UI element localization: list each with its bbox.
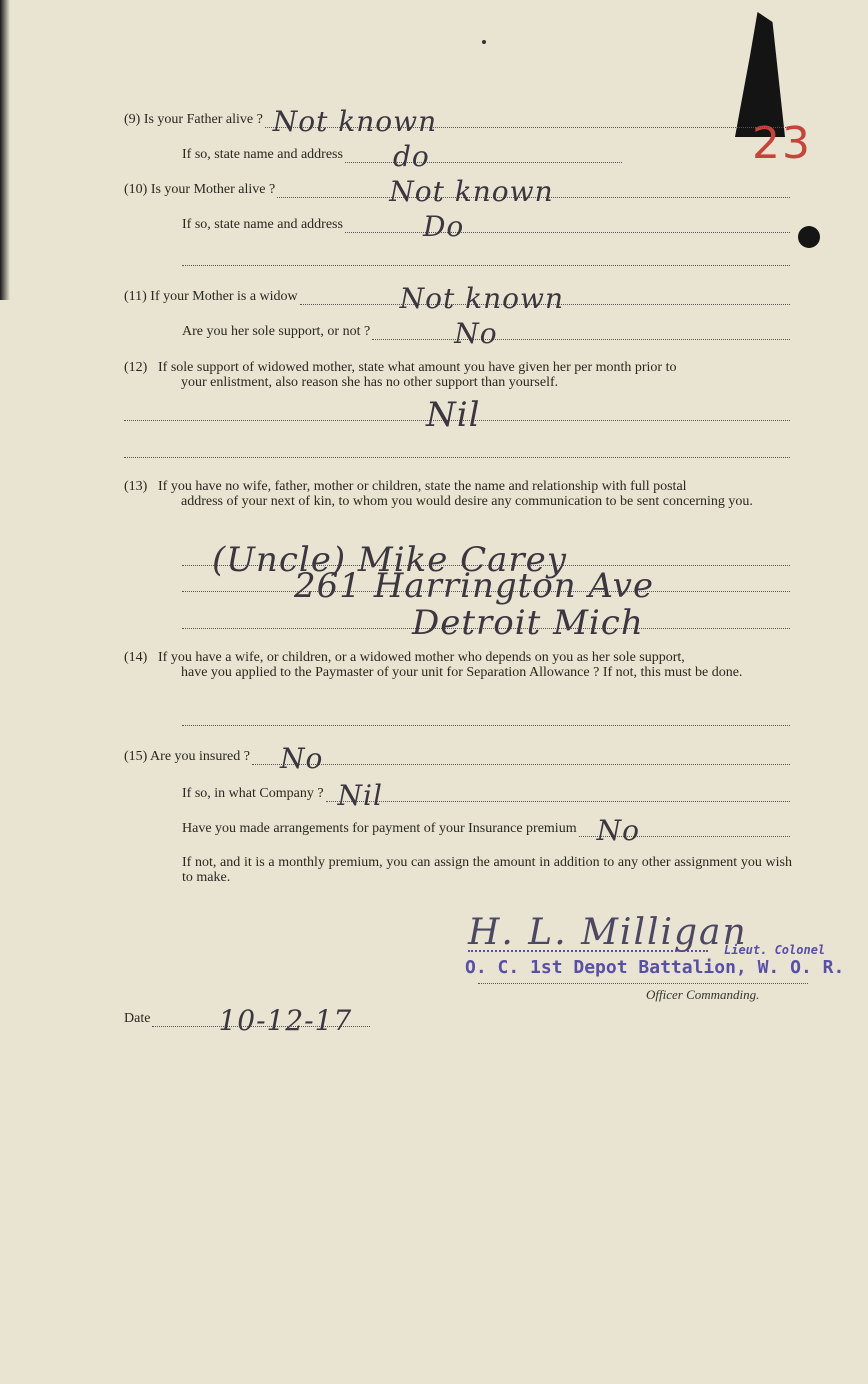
q12-extra-line[interactable] bbox=[124, 446, 790, 458]
scan-edge-shadow bbox=[0, 0, 10, 300]
q9b-label: If so, state name and address bbox=[182, 147, 343, 162]
q15c-answer: No bbox=[596, 814, 640, 847]
q12-extra-row bbox=[124, 446, 790, 458]
q15c-row bbox=[182, 814, 790, 847]
q10-label: (10) Is your Mother alive ? bbox=[124, 182, 276, 197]
q13-answer-1: (Uncle) Mike Carey bbox=[212, 540, 568, 580]
q12-answer-line[interactable] bbox=[124, 395, 790, 435]
q14-answer-row bbox=[182, 714, 790, 726]
q10-row bbox=[124, 175, 790, 208]
q13-answer-line-3[interactable] bbox=[182, 603, 790, 643]
scan-speck bbox=[482, 40, 486, 44]
q14-text-first: If you have a wife, or children, or a widowed mother who depends on you as her sole support, bbox=[158, 650, 685, 665]
q10b-extra-row bbox=[182, 254, 790, 266]
q13-answer-3: Detroit Mich bbox=[412, 603, 644, 643]
q12-answer-row bbox=[124, 395, 790, 435]
stamp-line bbox=[478, 983, 808, 984]
q11b-row bbox=[182, 317, 790, 350]
q13-answer-2: 261 Harrington Ave bbox=[294, 566, 655, 606]
q12-answer: Nil bbox=[426, 395, 481, 435]
q11b-answer: No bbox=[454, 317, 498, 350]
q13-text-first: If you have no wife, father, mother or children, state the name and relationship with full postal bbox=[158, 479, 687, 494]
q10-answer: Not known bbox=[389, 175, 554, 208]
q10b-label: If so, state name and address bbox=[182, 217, 343, 232]
signature-line bbox=[468, 950, 708, 952]
q11b-answer-line[interactable] bbox=[372, 317, 790, 350]
q14-text-rest: have you applied to the Paymaster of your unit for Separation Allowance ? If not, this must be done. bbox=[181, 665, 743, 680]
rank-stamp: Lieut. Colonel bbox=[724, 943, 826, 957]
q12-question bbox=[124, 360, 792, 390]
q15-label: (15) Are you insured ? bbox=[124, 749, 250, 764]
q15b-answer-line[interactable] bbox=[326, 779, 790, 812]
q9-label: (9) Is your Father alive ? bbox=[124, 112, 263, 127]
q10b-answer-line[interactable] bbox=[345, 210, 790, 243]
date-row bbox=[124, 1004, 370, 1037]
q13-answer-row-2 bbox=[182, 566, 790, 606]
officer-signature: H. L. Milligan bbox=[468, 912, 748, 953]
q14-number: (14) bbox=[124, 650, 148, 665]
q13-answer-line-1[interactable] bbox=[182, 540, 790, 580]
q13-answer-row-1 bbox=[182, 540, 790, 580]
q11b-label: Are you her sole support, or not ? bbox=[182, 324, 371, 339]
date-line[interactable] bbox=[152, 1004, 370, 1037]
q15b-label: If so, in what Company ? bbox=[182, 786, 324, 801]
q15-answer-line[interactable] bbox=[252, 742, 790, 775]
page-number: 23 bbox=[752, 118, 812, 169]
q10b-answer: Do bbox=[422, 210, 465, 243]
q10b-row bbox=[182, 210, 790, 243]
q15c-answer-line[interactable] bbox=[579, 814, 790, 847]
q11-row bbox=[124, 282, 790, 315]
q15b-row bbox=[182, 779, 790, 812]
q9b-row bbox=[182, 140, 622, 173]
q11-answer-line[interactable] bbox=[300, 282, 790, 315]
q11-label: (11) If your Mother is a widow bbox=[124, 289, 298, 304]
q15d-note: If not, and it is a monthly premium, you can assign the amount in addition to any other assignment you wish to make. bbox=[182, 855, 792, 885]
q13-question bbox=[124, 479, 792, 509]
unit-stamp: O. C. 1st Depot Battalion, W. O. R. bbox=[465, 957, 845, 978]
q13-answer-row-3 bbox=[182, 603, 790, 643]
q14-question bbox=[124, 650, 792, 680]
q15-answer: No bbox=[279, 742, 324, 775]
q13-number: (13) bbox=[124, 479, 148, 494]
q12-text-rest: your enlistment, also reason she has no other support than yourself. bbox=[181, 375, 559, 390]
punch-hole bbox=[798, 226, 820, 248]
q9-answer: Not known bbox=[272, 105, 438, 138]
q13-text-rest: address of your next of kin, to whom you would desire any communication to be sent concerning you. bbox=[181, 494, 753, 509]
q15c-label: Have you made arrangements for payment of your Insurance premium bbox=[182, 821, 577, 836]
officer-title: Officer Commanding. bbox=[646, 987, 760, 1002]
q11-answer: Not known bbox=[399, 282, 565, 315]
date-label: Date bbox=[124, 1011, 151, 1026]
q15-row bbox=[124, 742, 790, 775]
q13-answer-line-2[interactable] bbox=[182, 566, 790, 606]
q10-answer-line[interactable] bbox=[277, 175, 790, 208]
q9-answer-line[interactable] bbox=[265, 105, 790, 138]
q12-text-first: If sole support of widowed mother, state what amount you have given her per month prior to bbox=[158, 360, 677, 375]
q9b-answer-line[interactable] bbox=[345, 140, 622, 173]
q12-number: (12) bbox=[124, 360, 148, 375]
q9-row bbox=[124, 105, 790, 138]
q14-answer-line[interactable] bbox=[182, 714, 790, 726]
q10b-extra-line[interactable] bbox=[182, 254, 790, 266]
date-value: 10-12-17 bbox=[218, 1004, 353, 1037]
q9b-answer: do bbox=[392, 140, 430, 173]
q15b-answer: Nil bbox=[337, 779, 383, 812]
